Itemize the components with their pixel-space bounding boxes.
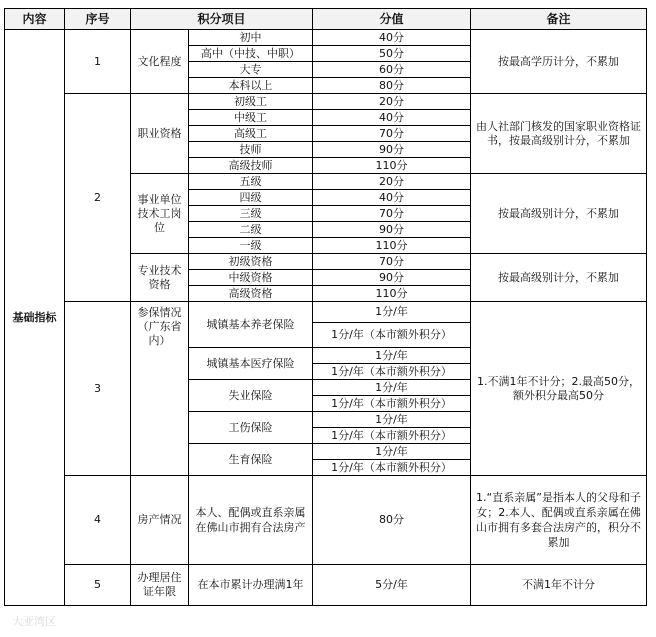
group2-sub1-label: 职业资格 [131, 94, 189, 174]
score-cell: 40分 [313, 30, 471, 46]
group2-sub2-note: 按最高级别计分，不累加 [471, 174, 647, 254]
header-content: 内容 [5, 9, 65, 30]
score-cell: 1分/年（本市额外积分） [313, 396, 471, 412]
header-note: 备注 [471, 9, 647, 30]
group5-note: 不满1年不计分 [471, 565, 647, 606]
group3-note: 1.不满1年不计分；2.最高50分，额外积分最高50分 [471, 302, 647, 476]
score-cell: 1分/年 [313, 302, 471, 323]
level-cell: 四级 [189, 190, 313, 206]
level-cell: 初级工 [189, 94, 313, 110]
score-cell: 1分/年 [313, 380, 471, 396]
category-cell: 基础指标 [5, 30, 65, 606]
score-cell: 20分 [313, 174, 471, 190]
level-cell: 高级技师 [189, 158, 313, 174]
score-cell: 20分 [313, 94, 471, 110]
level-cell: 大专 [189, 62, 313, 78]
watermark: 大亚湾区 [12, 615, 56, 628]
score-cell: 1分/年 [313, 444, 471, 460]
seq-3: 3 [65, 302, 131, 476]
seq-1: 1 [65, 30, 131, 94]
level-cell: 技师 [189, 142, 313, 158]
score-cell: 90分 [313, 222, 471, 238]
level-cell: 中级工 [189, 110, 313, 126]
level-cell: 初级资格 [189, 254, 313, 270]
points-table [4, 8, 647, 606]
group2-sub3-label: 专业技术资格 [131, 254, 189, 302]
insurance-name: 失业保险 [189, 380, 313, 412]
insurance-name: 工伤保险 [189, 412, 313, 444]
score-cell: 70分 [313, 206, 471, 222]
group3-label: 参保情况（广东省内） [131, 302, 189, 476]
score-cell: 1分/年 [313, 348, 471, 364]
score-cell: 1分/年（本市额外积分） [313, 428, 471, 444]
score-cell: 40分 [313, 190, 471, 206]
level-cell: 一级 [189, 238, 313, 254]
group1-label: 文化程度 [131, 30, 189, 94]
score-cell: 110分 [313, 286, 471, 302]
group5-score: 5分/年 [313, 565, 471, 606]
insurance-name: 城镇基本养老保险 [189, 302, 313, 348]
seq-5: 5 [65, 565, 131, 606]
header-seq: 序号 [65, 9, 131, 30]
score-cell: 90分 [313, 142, 471, 158]
header-score: 分值 [313, 9, 471, 30]
group1-note: 按最高学历计分，不累加 [471, 30, 647, 94]
group5-item: 在本市累计办理满1年 [189, 565, 313, 606]
score-cell: 1分/年（本市额外积分） [313, 364, 471, 380]
score-cell: 90分 [313, 270, 471, 286]
group2-sub3-note: 按最高级别计分，不累加 [471, 254, 647, 302]
group5-label: 办理居住证年限 [131, 565, 189, 606]
level-cell: 高中（中技、中职） [189, 46, 313, 62]
group4-label: 房产情况 [131, 476, 189, 565]
level-cell: 三级 [189, 206, 313, 222]
group2-sub2-label: 事业单位技术工岗位 [131, 174, 189, 254]
level-cell: 五级 [189, 174, 313, 190]
score-cell: 110分 [313, 238, 471, 254]
score-cell: 1分/年（本市额外积分） [313, 323, 471, 348]
group4-score: 80分 [313, 476, 471, 565]
level-cell: 初中 [189, 30, 313, 46]
header-row [5, 9, 647, 30]
level-cell: 本科以上 [189, 78, 313, 94]
score-cell: 1分/年（本市额外积分） [313, 460, 471, 476]
score-cell: 50分 [313, 46, 471, 62]
score-cell: 110分 [313, 158, 471, 174]
score-cell: 1分/年 [313, 412, 471, 428]
score-cell: 70分 [313, 254, 471, 270]
group4-item: 本人、配偶或直系亲属在佛山市拥有合法房产 [189, 476, 313, 565]
level-cell: 高级资格 [189, 286, 313, 302]
level-cell: 高级工 [189, 126, 313, 142]
level-cell: 中级资格 [189, 270, 313, 286]
score-cell: 60分 [313, 62, 471, 78]
group4-note: 1.“直系亲属”是指本人的父母和子女；2.本人、配偶或直系亲属在佛山市拥有多套合法房产的，积分不累加 [471, 476, 647, 565]
insurance-name: 城镇基本医疗保险 [189, 348, 313, 380]
seq-4: 4 [65, 476, 131, 565]
insurance-name: 生育保险 [189, 444, 313, 476]
header-item: 积分项目 [131, 9, 313, 30]
seq-2: 2 [65, 94, 131, 302]
score-cell: 70分 [313, 126, 471, 142]
level-cell: 二级 [189, 222, 313, 238]
group2-sub1-note: 由人社部门核发的国家职业资格证书，按最高级别计分，不累加 [471, 94, 647, 174]
score-cell: 40分 [313, 110, 471, 126]
score-cell: 80分 [313, 78, 471, 94]
